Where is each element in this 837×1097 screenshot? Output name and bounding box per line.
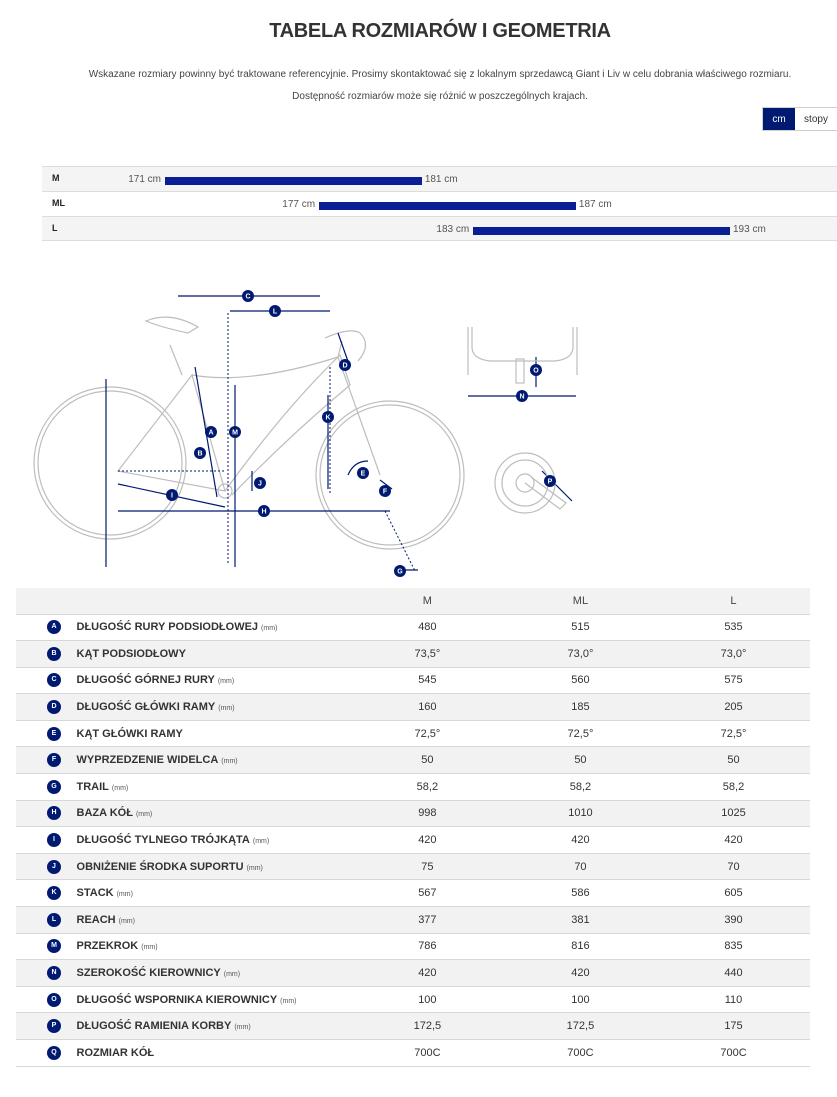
geometry-header-row — [16, 588, 810, 614]
size-range-bar — [319, 202, 576, 210]
measurement-name: STACK — [76, 887, 114, 900]
svg-text:A: A — [208, 429, 214, 437]
geometry-row — [16, 614, 810, 641]
diagram-marker-h — [258, 505, 270, 517]
measurement-value: 560 — [504, 667, 657, 694]
measurement-unit: (mm) — [116, 891, 133, 899]
size-min-height: 171 cm — [128, 174, 161, 185]
diagram-marker-f — [379, 485, 391, 497]
main-frame — [225, 355, 350, 495]
measurement-value: 73,0° — [657, 641, 810, 668]
svg-text:C: C — [245, 293, 251, 301]
measurement-value: 58,2 — [351, 774, 504, 801]
measurement-value: 72,5° — [657, 720, 810, 747]
size-max-height: 187 cm — [578, 199, 612, 210]
measurement-value: 58,2 — [504, 774, 657, 801]
page-title: TABELA ROZMIARÓW I GEOMETRIA — [269, 20, 611, 42]
diagram-marker-g — [394, 565, 406, 577]
measurement-value: 50 — [657, 747, 810, 774]
measurement-value: 515 — [504, 614, 657, 641]
measurement-code-badge: A — [47, 620, 61, 634]
diagram-marker-d — [339, 359, 351, 371]
svg-text:G: G — [397, 568, 403, 576]
size-row-l — [42, 216, 837, 241]
svg-text:M: M — [232, 429, 238, 437]
diagram-markers — [166, 290, 556, 577]
size-disclaimer — [0, 64, 837, 108]
rider-size-chart — [42, 166, 837, 241]
measurement-value: 73,0° — [504, 641, 657, 668]
measurement-code-badge: P — [47, 1019, 61, 1033]
measurement-value: 172,5 — [504, 1013, 657, 1040]
measurement-code-badge: G — [47, 780, 61, 794]
front-wheel — [316, 401, 464, 549]
measurement-unit: (mm) — [261, 625, 278, 633]
svg-text:D: D — [342, 362, 348, 370]
geometry-row — [16, 827, 810, 854]
dimension-arrows — [106, 293, 576, 570]
measurement-code-badge: J — [47, 860, 61, 874]
measurement-code-badge: O — [47, 993, 61, 1007]
measurement-value: 205 — [657, 694, 810, 721]
disclaimer-line-1: Wskazane rozmiary powinny być traktowane referencyjnie. Prosimy skontaktować się z lokalnym sprzedawcą Giant i Liv w celu dobrania właściwego rozmiaru. — [88, 69, 792, 80]
front-rim — [320, 405, 460, 545]
top-tube — [192, 357, 338, 378]
geometry-row — [16, 641, 810, 668]
measurement-value: 420 — [657, 827, 810, 854]
diagram-marker-j — [254, 477, 266, 489]
size-row-m — [42, 166, 837, 191]
measurement-code-badge: E — [47, 727, 61, 741]
measurement-value: 160 — [351, 694, 504, 721]
measurement-value: 390 — [657, 907, 810, 934]
measurement-name: BAZA KÓŁ — [76, 807, 133, 820]
svg-text:H: H — [261, 508, 267, 516]
size-max-height: 181 cm — [424, 174, 458, 185]
geometry-row — [16, 747, 810, 774]
measurement-name: DŁUGOŚĆ GÓRNEJ RURY — [76, 674, 215, 687]
geometry-row — [16, 800, 810, 827]
measurement-value: 586 — [504, 880, 657, 907]
measurement-name: KĄT GŁÓWKI RAMY — [76, 727, 183, 740]
measurement-value: 70 — [504, 853, 657, 880]
geometry-row — [16, 694, 810, 721]
diagram-marker-a — [205, 426, 217, 438]
measurement-code-badge: I — [47, 833, 61, 847]
measurement-code-badge: F — [47, 753, 61, 767]
measurement-value: 75 — [351, 853, 504, 880]
size-label: L — [52, 223, 58, 233]
size-min-height: 177 cm — [282, 199, 316, 210]
measurement-value: 185 — [504, 694, 657, 721]
measurement-code-badge: Q — [47, 1046, 61, 1060]
geometry-row — [16, 1013, 810, 1040]
measurement-unit: (mm) — [246, 864, 263, 872]
measurement-name: TRAIL — [76, 780, 109, 793]
measurement-value: 420 — [504, 960, 657, 987]
measurement-value: 110 — [657, 986, 810, 1013]
svg-text:L: L — [272, 308, 278, 316]
measurement-value: 420 — [351, 960, 504, 987]
handlebar — [325, 331, 366, 361]
diagram-marker-m — [229, 426, 241, 438]
rear-rim — [38, 391, 182, 535]
measurement-unit: (mm) — [234, 1024, 251, 1032]
measurement-code-badge: L — [47, 913, 61, 927]
measurement-value: 72,5° — [351, 720, 504, 747]
measurement-name: DŁUGOŚĆ RAMIENIA KORBY — [76, 1020, 232, 1033]
measurement-unit: (mm) — [135, 811, 153, 819]
seatpost — [170, 345, 182, 375]
measurement-value: 58,2 — [657, 774, 810, 801]
measurement-value: 50 — [351, 747, 504, 774]
diagram-marker-p — [544, 475, 556, 487]
measurement-code-badge: M — [47, 939, 61, 953]
measurement-value: 420 — [504, 827, 657, 854]
bike-drawing — [34, 317, 464, 549]
column-header: M — [351, 588, 504, 614]
measurement-value: 440 — [657, 960, 810, 987]
measurement-code-badge: H — [47, 806, 61, 820]
measurement-name: WYPRZEDZENIE WIDELCA — [76, 754, 219, 767]
svg-text:I: I — [171, 492, 173, 500]
diagram-marker-o — [530, 364, 542, 376]
measurement-value: 172,5 — [351, 1013, 504, 1040]
diagram-marker-e — [357, 467, 369, 479]
diagram-marker-l — [269, 305, 281, 317]
measurement-value: 700C — [504, 1040, 657, 1067]
saddle — [146, 317, 198, 333]
measurement-unit: (mm) — [217, 678, 235, 686]
size-label: M — [52, 173, 60, 183]
measurement-name: DŁUGOŚĆ RURY PODSIODŁOWEJ — [76, 621, 259, 634]
diagram-marker-n — [516, 390, 528, 402]
geometry-row — [16, 667, 810, 694]
measurement-value: 998 — [351, 800, 504, 827]
handlebar-detail — [468, 327, 577, 383]
size-min-height: 183 cm — [436, 224, 470, 235]
measurement-value: 377 — [351, 907, 504, 934]
measurement-value: 835 — [657, 933, 810, 960]
svg-text:P: P — [547, 478, 553, 486]
diagram-marker-b — [194, 447, 206, 459]
size-max-height: 193 cm — [733, 224, 766, 235]
measurement-code-badge: C — [47, 673, 61, 687]
svg-text:J: J — [258, 480, 262, 488]
measurement-value: 816 — [504, 933, 657, 960]
measurement-value: 700C — [351, 1040, 504, 1067]
diagram-marker-k — [322, 411, 334, 423]
size-row-ml — [42, 191, 837, 216]
measurement-value: 567 — [351, 880, 504, 907]
measurement-unit: (mm) — [221, 758, 238, 766]
measurement-value: 605 — [657, 880, 810, 907]
measurement-value: 70 — [657, 853, 810, 880]
measurement-name: ROZMIAR KÓŁ — [76, 1046, 155, 1059]
svg-text:N: N — [519, 393, 525, 401]
measurement-code-badge: K — [47, 886, 61, 900]
size-label: ML — [52, 198, 65, 208]
measurement-value: 480 — [351, 614, 504, 641]
measurement-unit: (mm) — [118, 917, 135, 925]
measurement-name: KĄT PODSIODŁOWY — [76, 647, 186, 660]
geometry-row — [16, 880, 810, 907]
measurement-value: 786 — [351, 933, 504, 960]
fork — [338, 357, 380, 475]
disclaimer-line-2: Dostępność rozmiarów może się różnić w poszczególnych krajach. — [292, 91, 588, 102]
geometry-row — [16, 907, 810, 934]
svg-text:F: F — [382, 488, 388, 496]
geometry-row — [16, 774, 810, 801]
measurement-unit: (mm) — [252, 838, 270, 846]
measurement-value: 575 — [657, 667, 810, 694]
measurement-value: 1010 — [504, 800, 657, 827]
measurement-value: 175 — [657, 1013, 810, 1040]
bike-geometry-diagram — [20, 275, 620, 585]
measurement-name: OBNIŻENIE ŚRODKA SUPORTU — [76, 860, 244, 873]
measurement-value: 700C — [657, 1040, 810, 1067]
measurement-unit: (mm) — [223, 971, 241, 979]
svg-text:O: O — [533, 367, 539, 375]
measurement-value: 50 — [504, 747, 657, 774]
geometry-table — [16, 588, 810, 1067]
column-header: L — [657, 588, 810, 614]
measurement-value: 73,5° — [351, 641, 504, 668]
measurement-name: DŁUGOŚĆ WSPORNIKA KIEROWNICY — [76, 993, 278, 1006]
size-range-bar — [165, 177, 422, 185]
measurement-name: DŁUGOŚĆ GŁÓWKI RAMY — [76, 701, 216, 714]
measurement-name: DŁUGOŚĆ TYLNEGO TRÓJKĄTA — [76, 834, 250, 847]
measurement-code-badge: N — [47, 966, 61, 980]
geometry-row — [16, 933, 810, 960]
measurement-value: 535 — [657, 614, 810, 641]
column-header: ML — [504, 588, 657, 614]
measurement-unit: (mm) — [141, 944, 158, 952]
geometry-row — [16, 1040, 810, 1067]
measurement-value: 100 — [351, 986, 504, 1013]
measure-lines — [118, 313, 415, 571]
unit-cm-button[interactable]: cm — [763, 108, 795, 130]
geometry-row — [16, 720, 810, 747]
measurement-value: 420 — [351, 827, 504, 854]
measurement-value: 72,5° — [504, 720, 657, 747]
measurement-name: PRZEKROK — [76, 940, 139, 953]
measurement-code-badge: D — [47, 700, 61, 714]
measurement-code-badge: B — [47, 647, 61, 661]
size-range-bar — [473, 227, 730, 235]
diagram-marker-i — [166, 489, 178, 501]
measurement-value: 545 — [351, 667, 504, 694]
geometry-row — [16, 853, 810, 880]
measurement-unit: (mm) — [280, 997, 297, 1005]
rear-wheel — [34, 387, 186, 539]
unit-feet-button[interactable]: stopy — [795, 108, 837, 130]
unit-toggle — [762, 107, 837, 131]
geometry-row — [16, 986, 810, 1013]
svg-text:B: B — [197, 450, 203, 458]
geometry-row — [16, 960, 810, 987]
measurement-name: SZEROKOŚĆ KIEROWNICY — [76, 967, 221, 980]
measurement-value: 100 — [504, 986, 657, 1013]
diagram-marker-c — [242, 290, 254, 302]
measurement-name: REACH — [76, 913, 116, 926]
svg-text:K: K — [325, 414, 331, 422]
svg-text:E: E — [360, 470, 366, 478]
measurement-value: 1025 — [657, 800, 810, 827]
measurement-unit: (mm) — [111, 784, 129, 792]
measurement-unit: (mm) — [218, 705, 235, 713]
measurement-value: 381 — [504, 907, 657, 934]
